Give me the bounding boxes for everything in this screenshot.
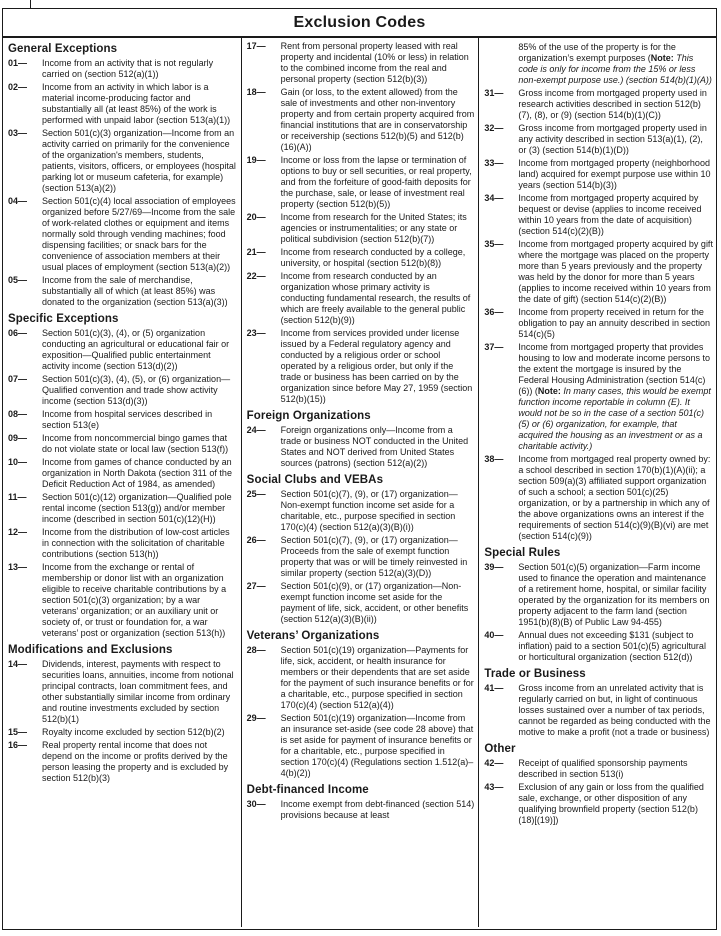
column-3	[478, 38, 716, 927]
code-number: 33—	[484, 158, 504, 168]
section-heading: Trade or Business	[484, 668, 586, 680]
body-text: Section 501(c)(3), (4), (5), or (6) organization—Qualified convention and trade show activity income (section 513(d)(3))	[42, 374, 231, 406]
code-number: 15—	[8, 727, 28, 737]
body-text: Income exempt from debt-financed (section 514) provisions because at least	[280, 799, 475, 820]
code-text	[511, 562, 713, 628]
code-item-continuation	[484, 41, 713, 86]
code-text	[511, 239, 713, 305]
code-number: 19—	[246, 155, 266, 165]
code-text	[35, 562, 238, 639]
code-number: 10—	[8, 457, 28, 467]
code-number: 04—	[8, 196, 28, 206]
body-text: 85% of the use of the property is for the organization’s exempt purposes (	[518, 42, 676, 63]
code-number: 16—	[8, 740, 28, 750]
body-text: Section 501(c)(19) organization—Payments for life, sick, accident, or health insurance for members or their dependents that are set aside for the payment of such insurance benefits or for a charitable, etc., purpose specified in section 170(c)(4) (section 512(a)(4))	[280, 645, 474, 710]
body-text: Income from mortgaged real property owned by: a school described in section 170(b)(1)(A)(ii); a section 509(a)(3) affiliated support organization of such a school; a section 501(c)(25) organization, or by a partnership in which any of the above organizations owns an interest if the requirements of section 514(c)(9)(B)(vi) are met (section 514(c)(9))	[518, 454, 711, 541]
section-heading: Specific Exceptions	[8, 313, 119, 325]
code-item	[247, 328, 476, 405]
code-item	[484, 683, 713, 738]
code-text	[35, 328, 238, 372]
body-text: Section 501(c)(12) organization—Qualified pole rental income (section 513(g)) and/or member income (described in section 501(c)(12)(H))	[42, 492, 232, 524]
code-text	[35, 196, 238, 273]
code-text	[35, 433, 238, 455]
code-number: 25—	[246, 489, 266, 499]
code-number: 17—	[246, 41, 266, 51]
body-text: Income from games of chance conducted by an organization in North Dakota (section 311 of the Deficit Reduction Act of 1984, as amended)	[42, 457, 232, 489]
body-text: Section 501(c)(5) organization—Farm income used to finance the operation and maintenance of a retirement home, hospital, or similar facility operated by the organization for its members on property adjacent to the farm land (section 1951(b)(8)(B) of Public Law 94-455)	[518, 562, 710, 627]
code-number: 05—	[8, 275, 28, 285]
code-text	[274, 41, 476, 85]
code-number: 31—	[484, 88, 504, 98]
body-text: Income from the exchange or rental of membership or donor list with an organization eligible to receive charitable contributions by a section 501(c)(3) organization; by a war veterans’ organization; or an auxiliary unit or society of, or trust or foundation for, a war veterans’ post or organization (section 513(h))	[42, 562, 227, 638]
section-heading: Debt-financed Income	[246, 784, 369, 796]
code-number: 28—	[246, 645, 266, 655]
code-text	[274, 581, 476, 625]
section-heading: Social Clubs and VEBAs	[246, 474, 384, 486]
body-text: Income from research conducted by a college, university, or hospital (section 512(b)(8))	[280, 247, 466, 268]
section-heading: Other	[484, 743, 516, 755]
code-text	[35, 82, 238, 126]
code-number: 23—	[246, 328, 266, 338]
body-text: Income from mortgaged property (neighborhood land) acquired for exempt purpose use within 10 years (section 514(b)(3))	[518, 158, 711, 190]
body-text: Section 501(c)(9), or (17) organization—Non-exempt function income set aside for the payment of life, sick, accident, or other benefits (section 512(a)(3)(B)(ii))	[280, 581, 469, 624]
code-number	[484, 41, 511, 86]
code-number: 24—	[246, 425, 266, 435]
code-item	[247, 489, 476, 533]
code-text	[511, 88, 713, 121]
body-text: Gross income from mortgaged property used in research activities described in section 512(b)(7), (8), or (9) (section 514(b)(1)(C))	[518, 88, 707, 120]
code-text	[35, 374, 238, 407]
body-text: Income from noncommercial bingo games that do not violate state or local law (section 513(f))	[42, 433, 229, 454]
body-text: Section 501(c)(19) organization—Income from an insurance set-aside (see code 28 above) that is set aside for payment of insurance benefits or for a charitable, etc., purpose specified in section 170(c)(4) (Regulations section 1.512(a)–4(b)(2))	[280, 713, 474, 778]
code-number: 39—	[484, 562, 504, 572]
code-number: 18—	[246, 87, 266, 97]
code-number: 01—	[8, 58, 28, 68]
code-text	[511, 782, 713, 826]
body-text: Income or loss from the lapse or termination of options to buy or sell securities, or real property, and from the forfeiture of good-faith deposits for the purchase, sale, or lease of investment real property (section 512(b)(5))	[280, 155, 472, 209]
code-item	[8, 128, 238, 194]
code-number: 32—	[484, 123, 504, 133]
code-text	[274, 713, 476, 779]
section-heading: Modifications and Exclusions	[8, 644, 173, 656]
body-text: Foreign organizations only—Income from a trade or business NOT conducted in the United States and NOT derived from United States sources (patrons) (section 512(a)(2))	[280, 425, 469, 468]
body-text: Receipt of qualified sponsorship payments described in section 513(i)	[518, 758, 688, 779]
body-text: Income from services provided under license issued by a Federal regulatory agency and conducted by a religious order or school operated by a religious order, but only if the trade or business has been carried on by the organization since before May 27, 1959 (section 512(b)(15))	[280, 328, 473, 404]
note-text: This code is only for income from the 15% or less non-exempt purpose use.) (section 514(b)(1)(A))	[518, 53, 712, 85]
code-text	[274, 328, 476, 405]
code-item	[247, 271, 476, 326]
code-text	[511, 193, 713, 237]
code-text	[35, 457, 238, 490]
code-text	[35, 58, 238, 80]
code-item	[8, 727, 238, 738]
body-text: Income from an activity in which labor is a material income-producing factor and substantially all (at least 85%) of the work is performed with unpaid labor (section 513(a)(1))	[42, 82, 231, 125]
code-text	[35, 492, 238, 525]
code-item	[247, 247, 476, 269]
column-1	[3, 38, 241, 927]
code-text	[35, 659, 238, 725]
body-text: Income from mortgaged property that provides housing to low and moderate income persons to the extent the mortgage is insured by the Federal Housing Administration (section 514(c)(6)) (	[518, 342, 710, 396]
body-text: Exclusion of any gain or loss from the qualified sale, exchange, or other disposition of any qualifying brownfield property (section 512(b)(18)[(19)])	[518, 782, 704, 825]
section-heading: Veterans’ Organizations	[246, 630, 380, 642]
code-item	[8, 58, 238, 80]
code-item	[484, 239, 713, 305]
body-text: Income from the distribution of low-cost articles in connection with the solicitation of charitable contributions (section 513(h))	[42, 527, 230, 559]
code-text	[35, 409, 238, 431]
code-number: 03—	[8, 128, 28, 138]
body-text: Gross income from an unrelated activity that is regularly carried on but, in light of continuous losses sustained over a number of tax periods, cannot be regarded as being conducted with the motive to make a profit (not a trade or business)	[518, 683, 711, 737]
code-item	[8, 457, 238, 490]
column-2	[241, 38, 479, 927]
code-item	[484, 123, 713, 156]
code-text	[511, 630, 713, 663]
code-text	[511, 41, 713, 86]
code-item	[484, 88, 713, 121]
code-number: 07—	[8, 374, 28, 384]
code-text	[511, 158, 713, 191]
code-text	[511, 454, 713, 542]
code-item	[247, 645, 476, 711]
body-text: Income from research for the United States; its agencies or instrumentalities; or any state or political subdivision (section 512(b)(7))	[280, 212, 467, 244]
body-text: Income from hospital services described in section 513(e)	[42, 409, 213, 430]
note-text: In many cases, this would be exempt function income reportable in column (E). It would not be so in the case of a section 501(c)(5) or (6) organization, for example, that acquired the housing as an investment or as a charitable activity.)	[518, 386, 711, 451]
body-text: Rent from personal property leased with real property and incidental (10% or less) in relation to the combined income from the real and personal property (section 512(b)(3))	[280, 41, 469, 84]
code-text	[274, 271, 476, 326]
code-text	[511, 683, 713, 738]
body-text: Annual dues not exceeding $131 (subject to inflation) paid to a section 501(c)(5) agricultural or horticultural organization (section 512(d))	[518, 630, 706, 662]
code-text	[274, 645, 476, 711]
code-item	[247, 41, 476, 85]
title-bar	[3, 9, 716, 38]
code-item	[484, 193, 713, 237]
code-number: 34—	[484, 193, 504, 203]
section-heading: Foreign Organizations	[246, 410, 371, 422]
code-text	[511, 342, 713, 452]
code-text	[35, 727, 238, 738]
code-item	[8, 374, 238, 407]
page-title: Exclusion Codes	[293, 13, 426, 31]
code-number: 13—	[8, 562, 28, 572]
code-number: 21—	[246, 247, 266, 257]
code-text	[274, 247, 476, 269]
code-text	[274, 799, 476, 821]
code-number: 12—	[8, 527, 28, 537]
code-text	[511, 123, 713, 156]
document-frame	[2, 8, 717, 930]
section-heading: General Exceptions	[8, 43, 118, 55]
code-item	[8, 275, 238, 308]
code-number: 14—	[8, 659, 28, 669]
code-item	[484, 342, 713, 452]
code-item	[484, 758, 713, 780]
code-text	[274, 87, 476, 153]
code-item	[247, 155, 476, 210]
code-item	[247, 713, 476, 779]
code-number: 09—	[8, 433, 28, 443]
body-text: Income from mortgaged property acquired by bequest or devise (applies to income received within 10 years from the date of acquisition) (section 514(c)(2)(B))	[518, 193, 702, 236]
code-item	[484, 158, 713, 191]
body-text: Real property rental income that does not depend on the income or profits derived by the person leasing the property and is excluded by section 512(b)(3)	[42, 740, 229, 783]
code-number: 08—	[8, 409, 28, 419]
note-label: Note:	[650, 53, 674, 63]
body-text: Section 501(c)(3), (4), or (5) organization conducting an agricultural or educational fair or exposition—Qualified public entertainment activity income (section 513(d)(2))	[42, 328, 230, 371]
code-number: 30—	[246, 799, 266, 809]
code-number: 35—	[484, 239, 504, 249]
section-heading: Special Rules	[484, 547, 561, 559]
body-text: Section 501(c)(3) organization—Income from an activity carried on primarily for the convenience of the organization's members, students, patients, visitors, officers, or employees (hospital parking lot or museum cafeteria, for example) (section 513(a)(2))	[42, 128, 236, 193]
code-text	[274, 535, 476, 579]
code-number: 26—	[246, 535, 266, 545]
code-item	[247, 212, 476, 245]
code-text	[274, 425, 476, 469]
code-text	[274, 212, 476, 245]
body-text: Section 501(c)(4) local association of employees organized before 5/27/69—Income from the sale of work-related clothes or equipment and items normally sold through vending machines; food dispensing facilities; or snack bars for the convenience of association members at their usual places of employment (section 513(a)(2))	[42, 196, 236, 272]
code-item	[484, 307, 713, 340]
code-item	[484, 454, 713, 542]
code-item	[484, 782, 713, 826]
code-number: 40—	[484, 630, 504, 640]
code-number: 37—	[484, 342, 504, 352]
code-item	[247, 87, 476, 153]
body-text: Income from the sale of merchandise, substantially all of which (at least 85%) was donated to the organization (section 513(a)(3))	[42, 275, 228, 307]
body-text: Royalty income excluded by section 512(b)(2)	[42, 727, 225, 737]
code-item	[8, 328, 238, 372]
code-item	[247, 799, 476, 821]
code-item	[484, 630, 713, 663]
code-number: 36—	[484, 307, 504, 317]
code-number: 11—	[8, 492, 27, 502]
code-item	[247, 581, 476, 625]
note-label: Note:	[537, 386, 561, 396]
body-text: Income from property received in return for the obligation to pay an annuity described in section 514(c)(5)	[518, 307, 710, 339]
code-item	[8, 82, 238, 126]
body-text: Gross income from mortgaged property used in any activity described in section 513(a)(1), (2), or (3) (section 514(b)(1)(D))	[518, 123, 707, 155]
code-number: 43—	[484, 782, 504, 792]
body-text: Income from research conducted by an organization whose primary activity is conducting fundamental research, the results of which are freely available to the general public (section 512(b)(9))	[280, 271, 471, 325]
code-number: 20—	[246, 212, 266, 222]
code-item	[8, 409, 238, 431]
code-item	[8, 433, 238, 455]
body-text: Income from mortgaged property acquired by gift where the mortgage was placed on the property more than 5 years previously and the property was held by the donor for more than 5 years (applies to income received within 10 years from the date of gift) (section 514(c)(2)(B))	[518, 239, 713, 304]
code-text	[35, 128, 238, 194]
code-item	[247, 535, 476, 579]
body-text: Section 501(c)(7), (9), or (17) organization—Proceeds from the sale of exempt function property that was or will be timely reinvested in similar property (section 512(a)(3)(D))	[280, 535, 468, 578]
code-item	[8, 740, 238, 784]
code-text	[35, 275, 238, 308]
body-text: Income from an activity that is not regularly carried on (section 512(a)(1))	[42, 58, 214, 79]
code-number: 02—	[8, 82, 28, 92]
columns-container	[3, 38, 716, 927]
code-text	[274, 489, 476, 533]
code-text	[511, 758, 713, 780]
code-item	[8, 492, 238, 525]
code-text	[274, 155, 476, 210]
code-number: 42—	[484, 758, 504, 768]
code-item	[8, 659, 238, 725]
code-text	[511, 307, 713, 340]
code-item	[247, 425, 476, 469]
code-item	[8, 196, 238, 273]
code-item	[484, 562, 713, 628]
body-text: Section 501(c)(7), (9), or (17) organization—Non-exempt function income set aside for a charitable, etc., purpose specified in section 170(c)(4) (section 512(a)(3)(B)(i))	[280, 489, 458, 532]
code-item	[8, 562, 238, 639]
code-text	[35, 527, 238, 560]
body-text: Dividends, interest, payments with respect to securities loans, annuities, income from notional principal contracts, loan commitment fees, and other substantially similar income from ordinary and routine investments excluded by section 512(b)(1)	[42, 659, 234, 724]
code-text	[35, 740, 238, 784]
code-number: 38—	[484, 454, 504, 464]
code-item	[8, 527, 238, 560]
body-text: Gain (or loss, to the extent allowed) from the sale of investments and other non-inventory property and from certain property acquired from financial institutions that are in conservatorship or receivership (sections 512(b)(5) and 512(b)(16)(A))	[280, 87, 475, 152]
code-number: 06—	[8, 328, 28, 338]
code-number: 27—	[246, 581, 266, 591]
code-number: 29—	[246, 713, 266, 723]
code-number: 41—	[484, 683, 504, 693]
code-number: 22—	[246, 271, 266, 281]
